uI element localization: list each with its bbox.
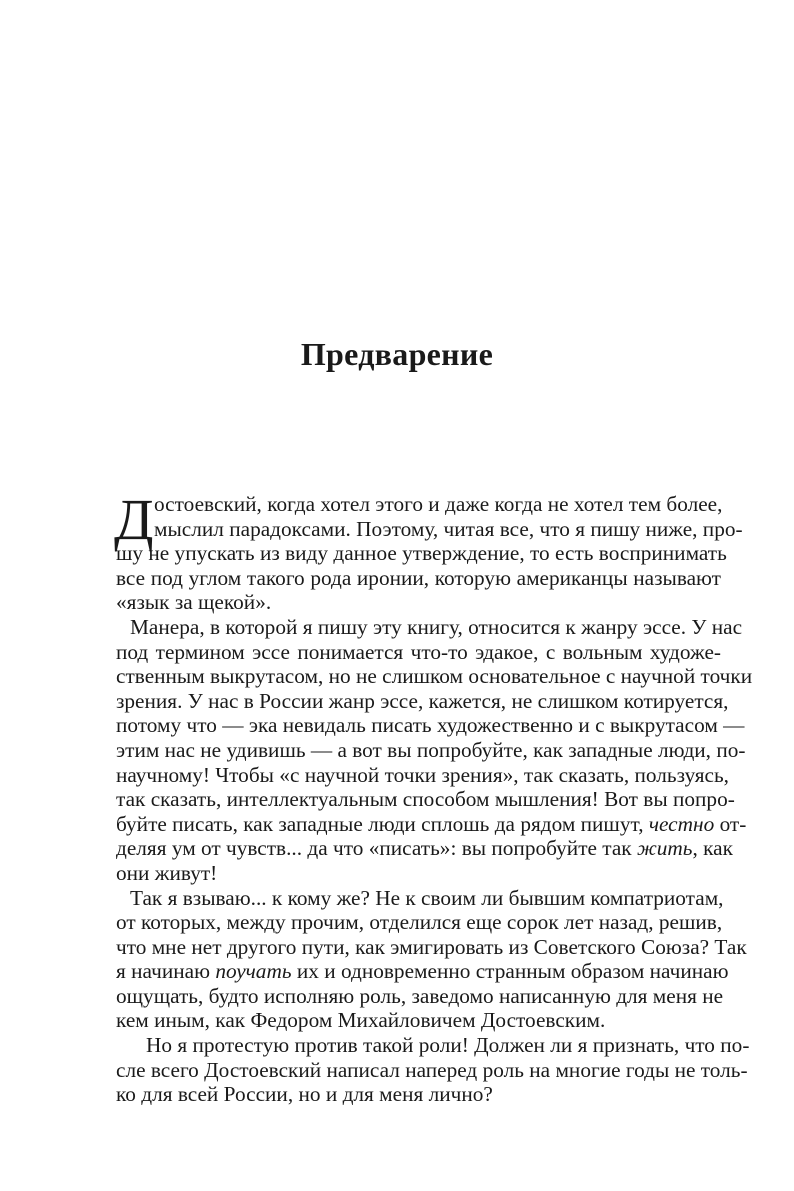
text-span: буйте писать, как западные люди сплошь да рядом пишут, — [116, 811, 644, 836]
text-line — [116, 811, 747, 837]
paragraph-2 — [116, 614, 753, 886]
text-line — [116, 836, 733, 861]
text-line: этим нас не удивишь — а вот вы попробуйте, как западные люди, по- — [116, 737, 746, 762]
text-line: «язык за щекой». — [116, 590, 272, 615]
italic-word: жить — [636, 836, 693, 861]
text-line: они живут! — [116, 860, 218, 885]
text-span: я начинаю — [116, 959, 210, 984]
text-span: деляя ум от чувств... да что «писать»: вы попробуйте так — [116, 836, 632, 861]
text-line: шу не упускать из виду данное утверждение, то есть воспринимать — [116, 541, 727, 566]
text-line — [116, 959, 729, 984]
text-line: Манера, в которой я пишу эту книгу, относится к жанру эссе. У нас — [130, 614, 743, 639]
text-line: от которых, между прочим, отделился еще сорок лет назад, решив, — [116, 910, 723, 935]
text-line: так сказать, интеллектуальным способом мышления! Вот вы попро- — [116, 787, 735, 812]
italic-word: поучать — [215, 959, 292, 984]
text-line: Но я протестую против такой роли! Должен ли я признать, что по- — [146, 1033, 750, 1058]
text-span: от- — [719, 811, 747, 836]
paragraph-1 — [114, 487, 743, 615]
text-line: остоевский, когда хотел этого и даже когда не хотел тем более, — [154, 492, 723, 516]
text-line: кем иным, как Федором Михайловичем Достоевским. — [116, 1008, 606, 1033]
text-line: ощущать, будто исполняю роль, заведомо написанную для меня не — [116, 983, 724, 1008]
text-line: потому что — эка невидаль писать художественно и с выкрутасом — — [116, 713, 745, 738]
body-text — [114, 487, 753, 1107]
drop-cap: Д — [114, 487, 154, 552]
italic-word: честно — [648, 811, 715, 836]
text-line: сле всего Достоевский написал наперед роль на многие годы не толь- — [116, 1057, 748, 1082]
text-line: ственным выкрутасом, но не слишком основательное с научной точки — [116, 664, 753, 689]
paragraph-4 — [116, 1033, 750, 1107]
chapter-title: Предварение — [300, 336, 494, 372]
text-line: все под углом такого рода иронии, которую американцы называют — [116, 565, 721, 590]
text-span: их и одновременно странным образом начинаю — [296, 959, 729, 984]
text-line: зрения. У нас в России жанр эссе, кажется, не слишком котируется, — [116, 688, 729, 713]
text-line: научному! Чтобы «с научной точки зрения», так сказать, пользуясь, — [116, 762, 729, 787]
text-line: мыслил парадоксами. Поэтому, читая все, что я пишу ниже, про- — [154, 516, 743, 541]
text-line: Так я взываю... к кому же? Не к своим ли бывшим компатриотам, — [130, 885, 724, 910]
text-line: под термином эссе понимается что-то эдакое, с вольным художе- — [116, 639, 721, 664]
text-line: ко для всей России, но и для меня лично? — [116, 1082, 493, 1107]
text-span: , как — [692, 836, 733, 861]
paragraph-3 — [116, 885, 747, 1034]
text-line: что мне нет другого пути, как эмигировать из Советского Союза? Так — [116, 934, 747, 959]
